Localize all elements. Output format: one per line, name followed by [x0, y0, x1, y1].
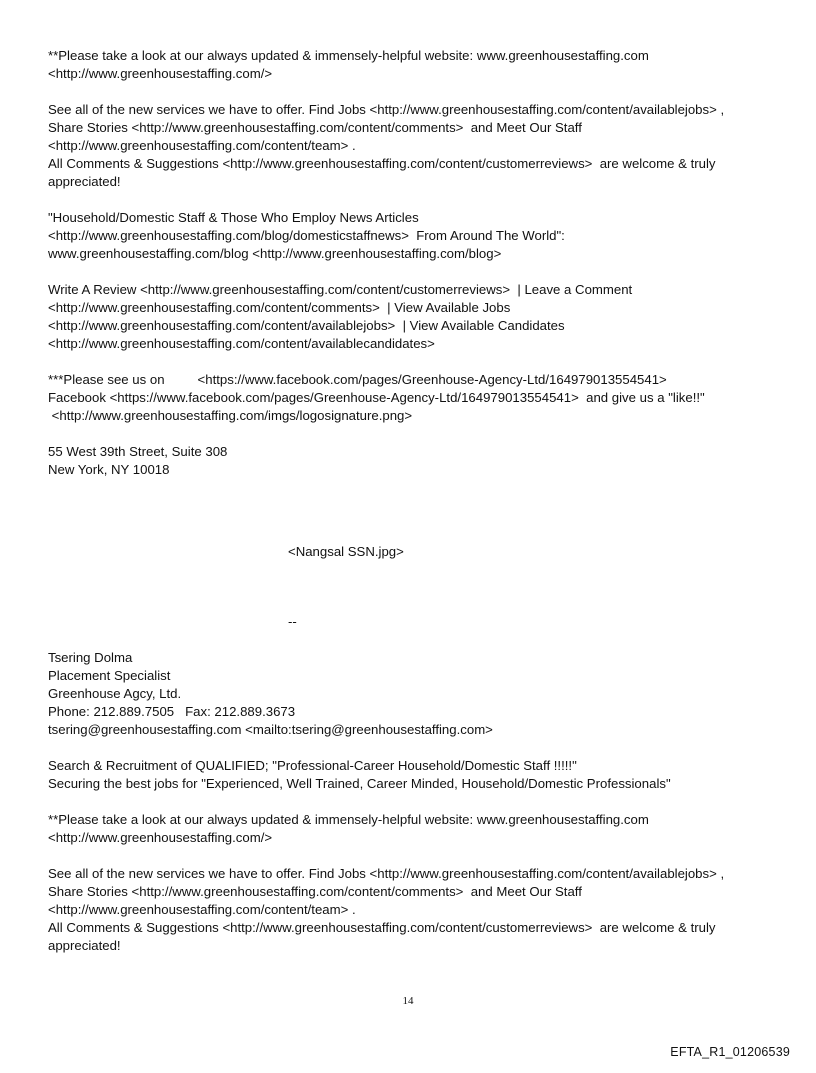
- text-line: Share Stories <http://www.greenhousestaffing.com/content/comments> and Meet Our Staff: [48, 884, 582, 899]
- signature-phone: Phone: 212.889.7505 Fax: 212.889.3673: [48, 704, 296, 719]
- facebook-paragraph: [48, 371, 788, 425]
- attachment-placeholder: [48, 543, 788, 561]
- attachment-filename: <Nangsal SSN.jpg>: [288, 544, 404, 559]
- address-line: 55 West 39th Street, Suite 308: [48, 444, 228, 459]
- text-line: ***Please see us on <https://www.facebook.com/pages/Greenhouse-Agency-Ltd/164979013554541>: [48, 372, 667, 387]
- signature-title: Placement Specialist: [48, 668, 171, 683]
- tagline-paragraph: [48, 757, 788, 793]
- text-line: <http://www.greenhousestaffing.com/>: [48, 830, 273, 845]
- signature-email: tsering@greenhousestaffing.com <mailto:tsering@greenhousestaffing.com>: [48, 722, 493, 737]
- text-line: **Please take a look at our always updated & immensely-helpful website: www.greenhousestaffing.com: [48, 812, 649, 827]
- text-line: **Please take a look at our always updated & immensely-helpful website: www.greenhousestaffing.com: [48, 48, 649, 63]
- address-paragraph: [48, 443, 788, 479]
- text-line: <http://www.greenhousestaffing.com/imgs/logosignature.png>: [48, 408, 413, 423]
- text-line: <http://www.greenhousestaffing.com/content/comments> | View Available Jobs: [48, 300, 511, 315]
- text-line: Write A Review <http://www.greenhousestaffing.com/content/customerreviews> | Leave a Comment: [48, 282, 633, 297]
- text-line: <http://www.greenhousestaffing.com/content/team> .: [48, 138, 356, 153]
- separator-text: --: [288, 614, 297, 629]
- signature-block: [48, 649, 788, 739]
- text-line: <http://www.greenhousestaffing.com/content/availablejobs> | View Available Candidates: [48, 318, 565, 333]
- text-line: appreciated!: [48, 174, 121, 189]
- text-line: Securing the best jobs for "Experienced, Well Trained, Career Minded, Household/Domestic Professionals": [48, 776, 671, 791]
- text-line: All Comments & Suggestions <http://www.greenhousestaffing.com/content/customerreviews> are welcome & truly: [48, 920, 716, 935]
- links-paragraph: [48, 281, 788, 353]
- text-line: All Comments & Suggestions <http://www.greenhousestaffing.com/content/customerreviews> are welcome & truly: [48, 156, 716, 171]
- text-line: <http://www.greenhousestaffing.com/content/availablecandidates>: [48, 336, 435, 351]
- text-line: <http://www.greenhousestaffing.com/>: [48, 66, 273, 81]
- website-paragraph-1: [48, 47, 788, 83]
- text-line: Search & Recruitment of QUALIFIED; "Professional-Career Household/Domestic Staff !!!!!": [48, 758, 577, 773]
- signature-name: Tsering Dolma: [48, 650, 133, 665]
- bates-number: EFTA_R1_01206539: [670, 1045, 790, 1059]
- signature-separator: [48, 613, 788, 631]
- text-line: appreciated!: [48, 938, 121, 953]
- text-line: <http://www.greenhousestaffing.com/content/team> .: [48, 902, 356, 917]
- text-line: www.greenhousestaffing.com/blog <http://www.greenhousestaffing.com/blog>: [48, 246, 502, 261]
- text-line: "Household/Domestic Staff & Those Who Employ News Articles: [48, 210, 419, 225]
- text-line: See all of the new services we have to offer. Find Jobs <http://www.greenhousestaffing.com/content/availablejobs> ,: [48, 866, 725, 881]
- signature-company: Greenhouse Agcy, Ltd.: [48, 686, 182, 701]
- services-paragraph-1: [48, 101, 788, 191]
- news-paragraph: [48, 209, 788, 263]
- text-line: <http://www.greenhousestaffing.com/blog/domesticstaffnews> From Around The World":: [48, 228, 565, 243]
- text-line: See all of the new services we have to offer. Find Jobs <http://www.greenhousestaffing.com/content/availablejobs> ,: [48, 102, 725, 117]
- text-line: Facebook <https://www.facebook.com/pages/Greenhouse-Agency-Ltd/164979013554541> and give us a "like!!": [48, 390, 705, 405]
- address-line: New York, NY 10018: [48, 462, 170, 477]
- email-document-body: [48, 47, 788, 973]
- text-line: Share Stories <http://www.greenhousestaffing.com/content/comments> and Meet Our Staff: [48, 120, 582, 135]
- page-number: 14: [402, 995, 414, 1007]
- website-paragraph-2: [48, 811, 788, 847]
- services-paragraph-2: [48, 865, 788, 955]
